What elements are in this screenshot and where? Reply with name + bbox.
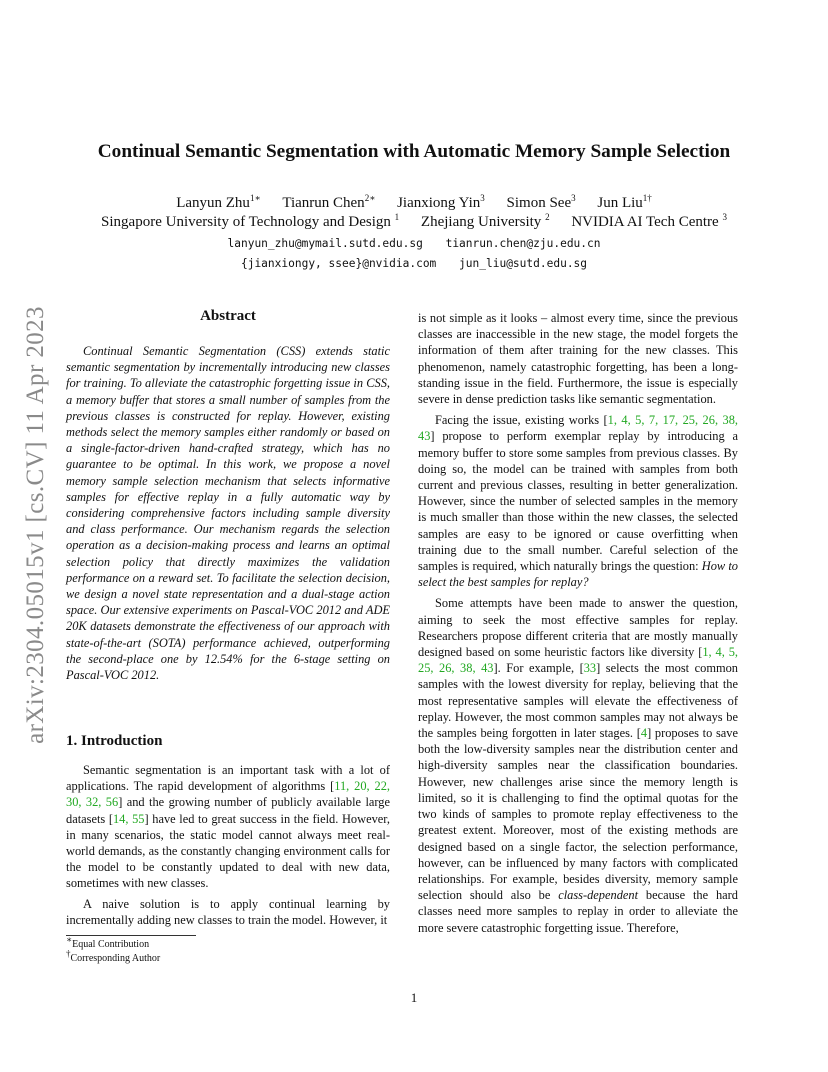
paragraph: Semantic segmentation is an important task with a lot of applications. The rapid development of algorithms [11, 20, 22, 30, 32, 56] and the growing number of publicly available large datasets [14, 55] have led to great success in the field. However, in many scenarios, the static model cannot always meet real-world demands, as the constantly changing environment calls for the model to be constantly updated to deal with new data, sometimes with new classes.: [66, 763, 391, 891]
citation-link[interactable]: 14, 55: [112, 811, 145, 826]
author: Jianxiong Yin$^3$: [397, 193, 485, 211]
email: lanyun_zhu@mymail.sutd.edu.sg: [227, 237, 423, 250]
author: Lanyun Zhu$^{1∗}$: [176, 193, 261, 211]
citation-link[interactable]: 33: [583, 661, 597, 676]
arxiv-identifier: arXiv:2304.05015v1 [cs.CV] 11 Apr 2023: [22, 306, 49, 744]
affiliation: Zhejiang University $^2$: [420, 212, 550, 230]
arxiv-sidebar-stamp: [19, 285, 53, 765]
author: Tianrun Chen$^{2∗}$: [282, 193, 376, 211]
footnote-rule: [66, 935, 196, 936]
citation-link[interactable]: 4: [640, 726, 648, 741]
abstract-body: [66, 343, 390, 683]
email-line-1: [0, 237, 828, 250]
citation-link[interactable]: 1, 4, 5, 25, 26, 38, 43: [418, 645, 738, 676]
email-line-2: [0, 257, 828, 270]
email: {jianxiongy, ssee}@nvidia.com: [240, 257, 437, 270]
abstract-text: Continual Semantic Segmentation (CSS) extends static semantic segmentation by incrementally introducing new classes for training. To alleviate the catastrophic forgetting issue in CSS, a memory buffer that stores a small number of samples from the previous classes is constructed for replay. However, existing methods select the memory samples either randomly or based on a single-factor-driven hand-crafted strategy, which has no guarantee to be optimal. In this work, we propose a novel memory sample selection mechanism that selects informative samples for effective replay in a fully automatic way by considering comprehensive factors including sample diversity and class performance. Our mechanism regards the selection operation as a decision-making process and learns an optimal selection policy that directly maximizes the validation performance on a reward set. To facilitate the selection decision, we design a novel state representation and a dual-stage action space. Our extensive experiments on Pascal-VOC 2012 and ADE 20K datasets demonstrate the effectiveness of our approach with state-of-the-art (SOTA) performance achieved, outperforming the second-place one by 12.54% for the 6-stage setting on Pascal-VOC 2012.: [66, 344, 390, 683]
paragraph: is not simple as it looks – almost every time, since the previous classes are inaccessible in the new stage, the model forgets the information of them after training for the new classes. This phenomenon, namely catastrophic forgetting, has been a long-standing issue in the field. Furthermore, the issue is especially severe in dense prediction tasks like semantic segmentation.: [418, 311, 738, 407]
introduction-body: [66, 762, 390, 928]
affiliation: NVIDIA AI Tech Centre $^3$: [571, 212, 727, 230]
abstract-heading: Abstract: [200, 308, 256, 324]
footnote-corresponding-author: †Corresponding Author: [66, 948, 161, 964]
footnote-equal-contribution: ∗Equal Contribution: [66, 934, 150, 950]
page-number: 1: [410, 990, 418, 1005]
right-column-body: [418, 310, 738, 936]
citation-link[interactable]: 11, 20, 22, 30, 32, 56: [66, 779, 391, 810]
paragraph: A naive solution is to apply continual learning by incrementally adding new classes to train the model. However, it: [66, 896, 390, 927]
author: Jun Liu$^{1\dagger}$: [597, 193, 652, 211]
author: Simon See$^3$: [506, 193, 576, 211]
email: jun_liu@sutd.edu.sg: [459, 257, 588, 270]
author-list: [0, 195, 828, 212]
affiliation-list: [0, 214, 828, 231]
emphasis: How to select the best samples for replay?: [418, 559, 738, 590]
paper-title: Continual Semantic Segmentation with Automatic Memory Sample Selection: [97, 141, 731, 162]
paragraph: Some attempts have been made to answer the question, aiming to seek the most effective samples for replay. Researchers propose different criteria that are mostly manually designed based on some heuristic factors like diversity [1, 4, 5, 25, 26, 38, 43]. For example, [33] selects the most common samples with the lowest diversity for replay, believing that the most representative samples will elevate the effectiveness of replay. However, the most common samples may not always be the samples being forgotten in later stages. [4] proposes to save both the low-diversity samples near the distribution center and high-diversity samples near the classification boundaries. However, new challenges arise since the memory length is limited, so it is challenging to find the optimal quotas for the two kinds of samples to promote replay effectiveness to the greatest extent. Moreover, most of the existing methods are designed based on a single factor, the selection performance, however, can be influenced by many factors with complicated relationships. For example, besides diversity, memory sample selection should also be class-dependent because the hard classes need more samples to replay in order to alleviate the more severe catastrophic forgetting issue. Therefore,: [418, 596, 739, 935]
email: tianrun.chen@zju.edu.cn: [445, 237, 601, 250]
paragraph: Facing the issue, existing works [1, 4, 5, 7, 17, 25, 26, 38, 43] propose to perform exemplar replay by introducing a memory buffer to store some samples from previous classes. By doing so, the model can be trained with samples from both current and previous classes, resulting in better generalization. However, since the number of selected samples in the memory is much smaller than those within the new classes, the selected samples are easy to be ignored or cause overfitting when training due to the small number. Careful selection of the samples is required, which naturally brings the question: How to select the best samples for replay?: [418, 413, 738, 590]
affiliation: Singapore University of Technology and Design $^1$: [101, 212, 400, 230]
citation-link[interactable]: 1, 4, 5, 7, 17, 25, 26, 38, 43: [418, 413, 738, 444]
emphasis: class-dependent: [558, 888, 639, 903]
section-heading-introduction: 1. Introduction: [66, 733, 163, 749]
